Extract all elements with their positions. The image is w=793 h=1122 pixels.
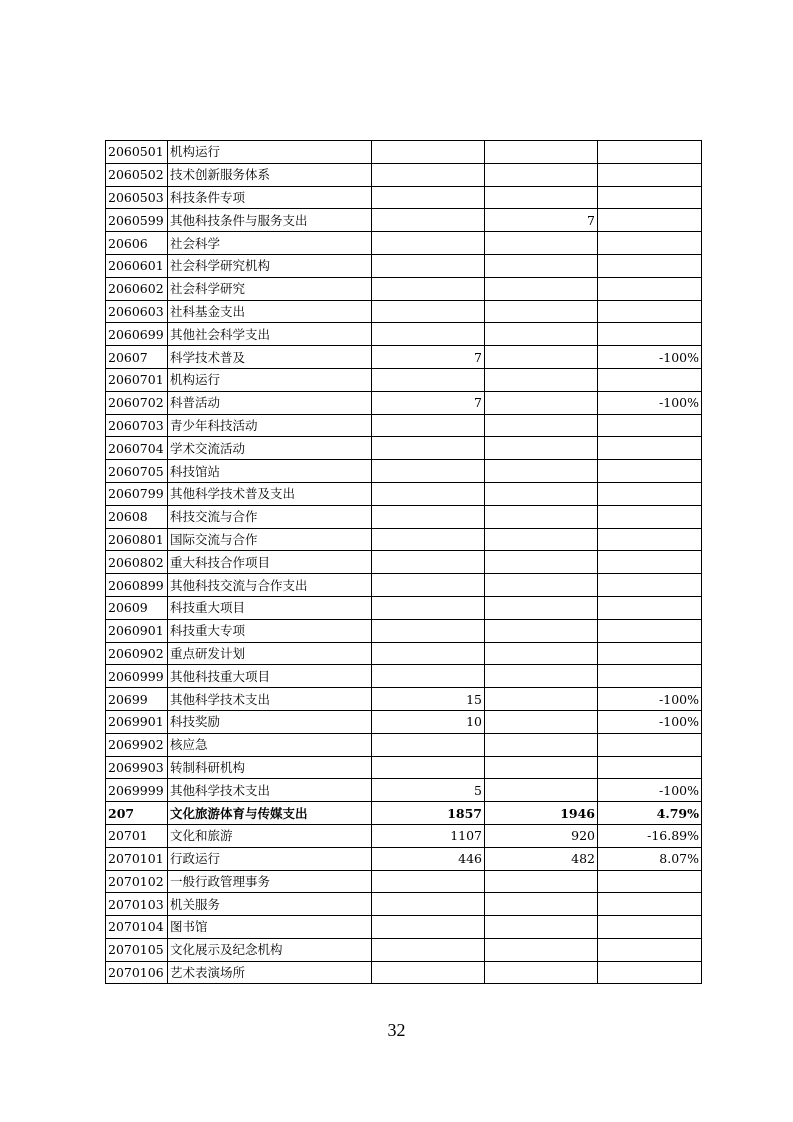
value-cell-3: 8.07% bbox=[598, 847, 702, 870]
value-cell-2 bbox=[485, 368, 598, 391]
value-cell-2 bbox=[485, 482, 598, 505]
table-row bbox=[106, 254, 702, 277]
value-cell-1 bbox=[372, 232, 485, 255]
value-cell-2 bbox=[485, 710, 598, 733]
value-cell-2 bbox=[485, 528, 598, 551]
value-cell-2 bbox=[485, 733, 598, 756]
value-cell-3: -100% bbox=[598, 688, 702, 711]
code-cell: 2070106 bbox=[106, 961, 168, 984]
code-cell: 2060899 bbox=[106, 574, 168, 597]
code-cell: 2069902 bbox=[106, 733, 168, 756]
table-row bbox=[106, 619, 702, 642]
code-cell: 2070104 bbox=[106, 916, 168, 939]
value-cell-3 bbox=[598, 414, 702, 437]
value-cell-3 bbox=[598, 368, 702, 391]
value-cell-1 bbox=[372, 141, 485, 164]
table-row bbox=[106, 916, 702, 939]
value-cell-3 bbox=[598, 961, 702, 984]
name-cell: 一般行政管理事务 bbox=[168, 870, 372, 893]
value-cell-1 bbox=[372, 961, 485, 984]
value-cell-3 bbox=[598, 505, 702, 528]
value-cell-1 bbox=[372, 209, 485, 232]
code-cell: 2070101 bbox=[106, 847, 168, 870]
value-cell-3 bbox=[598, 186, 702, 209]
name-cell: 科技馆站 bbox=[168, 460, 372, 483]
name-cell: 社会科学研究 bbox=[168, 277, 372, 300]
value-cell-1 bbox=[372, 893, 485, 916]
value-cell-2 bbox=[485, 916, 598, 939]
table-row bbox=[106, 141, 702, 164]
value-cell-2 bbox=[485, 414, 598, 437]
table-row bbox=[106, 893, 702, 916]
code-cell: 20699 bbox=[106, 688, 168, 711]
value-cell-2 bbox=[485, 756, 598, 779]
value-cell-3 bbox=[598, 232, 702, 255]
name-cell: 其他科学技术普及支出 bbox=[168, 482, 372, 505]
name-cell: 转制科研机构 bbox=[168, 756, 372, 779]
value-cell-1 bbox=[372, 665, 485, 688]
value-cell-3 bbox=[598, 574, 702, 597]
table-row bbox=[106, 551, 702, 574]
table-row bbox=[106, 528, 702, 551]
code-cell: 2060503 bbox=[106, 186, 168, 209]
value-cell-2 bbox=[485, 141, 598, 164]
name-cell: 行政运行 bbox=[168, 847, 372, 870]
value-cell-2: 920 bbox=[485, 824, 598, 847]
value-cell-1 bbox=[372, 756, 485, 779]
code-cell: 2060999 bbox=[106, 665, 168, 688]
code-cell: 2060601 bbox=[106, 254, 168, 277]
code-cell: 2060703 bbox=[106, 414, 168, 437]
value-cell-3: -100% bbox=[598, 710, 702, 733]
value-cell-1 bbox=[372, 323, 485, 346]
table-row bbox=[106, 460, 702, 483]
code-cell: 2070102 bbox=[106, 870, 168, 893]
value-cell-2: 1946 bbox=[485, 802, 598, 825]
name-cell: 其他社会科学支出 bbox=[168, 323, 372, 346]
value-cell-1 bbox=[372, 460, 485, 483]
table-row bbox=[106, 277, 702, 300]
table-row bbox=[106, 163, 702, 186]
table-row bbox=[106, 346, 702, 369]
value-cell-3: -100% bbox=[598, 779, 702, 802]
value-cell-2 bbox=[485, 277, 598, 300]
code-cell: 207 bbox=[106, 802, 168, 825]
value-cell-3 bbox=[598, 277, 702, 300]
table-row bbox=[106, 756, 702, 779]
name-cell: 图书馆 bbox=[168, 916, 372, 939]
table-row bbox=[106, 300, 702, 323]
value-cell-1 bbox=[372, 482, 485, 505]
value-cell-3 bbox=[598, 300, 702, 323]
value-cell-1 bbox=[372, 916, 485, 939]
code-cell: 2070103 bbox=[106, 893, 168, 916]
value-cell-1: 7 bbox=[372, 346, 485, 369]
value-cell-2: 482 bbox=[485, 847, 598, 870]
page-number: 32 bbox=[387, 1020, 406, 1040]
table-row bbox=[106, 482, 702, 505]
value-cell-2 bbox=[485, 893, 598, 916]
table-row bbox=[106, 437, 702, 460]
name-cell: 艺术表演场所 bbox=[168, 961, 372, 984]
value-cell-2 bbox=[485, 391, 598, 414]
value-cell-3 bbox=[598, 733, 702, 756]
value-cell-3 bbox=[598, 551, 702, 574]
value-cell-1 bbox=[372, 574, 485, 597]
value-cell-3 bbox=[598, 916, 702, 939]
code-cell: 2060704 bbox=[106, 437, 168, 460]
code-cell: 2060702 bbox=[106, 391, 168, 414]
value-cell-1: 446 bbox=[372, 847, 485, 870]
code-cell: 2060801 bbox=[106, 528, 168, 551]
value-cell-2 bbox=[485, 232, 598, 255]
table-row bbox=[106, 961, 702, 984]
table-row bbox=[106, 642, 702, 665]
value-cell-1: 1107 bbox=[372, 824, 485, 847]
value-cell-2 bbox=[485, 163, 598, 186]
code-cell: 2060699 bbox=[106, 323, 168, 346]
value-cell-1 bbox=[372, 870, 485, 893]
code-cell: 2060902 bbox=[106, 642, 168, 665]
value-cell-3 bbox=[598, 528, 702, 551]
value-cell-1 bbox=[372, 551, 485, 574]
value-cell-2 bbox=[485, 186, 598, 209]
value-cell-3 bbox=[598, 163, 702, 186]
value-cell-3 bbox=[598, 642, 702, 665]
name-cell: 其他科技交流与合作支出 bbox=[168, 574, 372, 597]
code-cell: 2069903 bbox=[106, 756, 168, 779]
code-cell: 2060705 bbox=[106, 460, 168, 483]
name-cell: 科技条件专项 bbox=[168, 186, 372, 209]
value-cell-1: 1857 bbox=[372, 802, 485, 825]
name-cell: 机构运行 bbox=[168, 368, 372, 391]
value-cell-1 bbox=[372, 300, 485, 323]
value-cell-3: -100% bbox=[598, 346, 702, 369]
value-cell-3 bbox=[598, 870, 702, 893]
code-cell: 2060502 bbox=[106, 163, 168, 186]
value-cell-2 bbox=[485, 437, 598, 460]
table-row bbox=[106, 323, 702, 346]
table-row bbox=[106, 232, 702, 255]
table-row bbox=[106, 779, 702, 802]
budget-table-body bbox=[106, 141, 702, 984]
name-cell: 国际交流与合作 bbox=[168, 528, 372, 551]
name-cell: 核应急 bbox=[168, 733, 372, 756]
value-cell-2 bbox=[485, 551, 598, 574]
value-cell-1 bbox=[372, 414, 485, 437]
code-cell: 2060599 bbox=[106, 209, 168, 232]
table-row bbox=[106, 596, 702, 619]
value-cell-2 bbox=[485, 688, 598, 711]
value-cell-3 bbox=[598, 756, 702, 779]
value-cell-1 bbox=[372, 368, 485, 391]
value-cell-1: 5 bbox=[372, 779, 485, 802]
name-cell: 青少年科技活动 bbox=[168, 414, 372, 437]
code-cell: 20608 bbox=[106, 505, 168, 528]
code-cell: 2069999 bbox=[106, 779, 168, 802]
value-cell-2 bbox=[485, 961, 598, 984]
name-cell: 其他科技重大项目 bbox=[168, 665, 372, 688]
value-cell-2 bbox=[485, 254, 598, 277]
code-cell: 2060799 bbox=[106, 482, 168, 505]
value-cell-3 bbox=[598, 665, 702, 688]
value-cell-3 bbox=[598, 254, 702, 277]
value-cell-1 bbox=[372, 642, 485, 665]
value-cell-3 bbox=[598, 209, 702, 232]
budget-table bbox=[105, 140, 702, 984]
value-cell-3 bbox=[598, 619, 702, 642]
value-cell-1 bbox=[372, 733, 485, 756]
name-cell: 科技重大专项 bbox=[168, 619, 372, 642]
value-cell-1 bbox=[372, 505, 485, 528]
name-cell: 其他科学技术支出 bbox=[168, 688, 372, 711]
value-cell-3: -16.89% bbox=[598, 824, 702, 847]
name-cell: 文化和旅游 bbox=[168, 824, 372, 847]
name-cell: 文化旅游体育与传媒支出 bbox=[168, 802, 372, 825]
name-cell: 重大科技合作项目 bbox=[168, 551, 372, 574]
value-cell-1 bbox=[372, 938, 485, 961]
name-cell: 其他科学技术支出 bbox=[168, 779, 372, 802]
value-cell-1 bbox=[372, 186, 485, 209]
name-cell: 技术创新服务体系 bbox=[168, 163, 372, 186]
code-cell: 2060501 bbox=[106, 141, 168, 164]
value-cell-2 bbox=[485, 596, 598, 619]
table-row bbox=[106, 209, 702, 232]
value-cell-2 bbox=[485, 574, 598, 597]
value-cell-2 bbox=[485, 938, 598, 961]
code-cell: 2070105 bbox=[106, 938, 168, 961]
value-cell-2 bbox=[485, 323, 598, 346]
value-cell-2 bbox=[485, 642, 598, 665]
code-cell: 20609 bbox=[106, 596, 168, 619]
value-cell-2 bbox=[485, 619, 598, 642]
value-cell-1: 7 bbox=[372, 391, 485, 414]
table-row bbox=[106, 186, 702, 209]
table-row bbox=[106, 574, 702, 597]
name-cell: 科技奖励 bbox=[168, 710, 372, 733]
name-cell: 重点研发计划 bbox=[168, 642, 372, 665]
value-cell-3: -100% bbox=[598, 391, 702, 414]
value-cell-3 bbox=[598, 141, 702, 164]
code-cell: 20607 bbox=[106, 346, 168, 369]
value-cell-3 bbox=[598, 596, 702, 619]
table-row bbox=[106, 414, 702, 437]
name-cell: 学术交流活动 bbox=[168, 437, 372, 460]
name-cell: 科技重大项目 bbox=[168, 596, 372, 619]
name-cell: 社科基金支出 bbox=[168, 300, 372, 323]
code-cell: 2060602 bbox=[106, 277, 168, 300]
value-cell-1 bbox=[372, 254, 485, 277]
table-row bbox=[106, 368, 702, 391]
code-cell: 2060701 bbox=[106, 368, 168, 391]
code-cell: 20701 bbox=[106, 824, 168, 847]
table-row bbox=[106, 505, 702, 528]
value-cell-2 bbox=[485, 460, 598, 483]
table-row bbox=[106, 847, 702, 870]
value-cell-1 bbox=[372, 528, 485, 551]
value-cell-2 bbox=[485, 779, 598, 802]
table-row bbox=[106, 391, 702, 414]
table-row bbox=[106, 710, 702, 733]
value-cell-1 bbox=[372, 437, 485, 460]
value-cell-3 bbox=[598, 323, 702, 346]
value-cell-1: 10 bbox=[372, 710, 485, 733]
name-cell: 科普活动 bbox=[168, 391, 372, 414]
code-cell: 20606 bbox=[106, 232, 168, 255]
value-cell-1 bbox=[372, 163, 485, 186]
name-cell: 社会科学研究机构 bbox=[168, 254, 372, 277]
value-cell-3 bbox=[598, 938, 702, 961]
name-cell: 科学技术普及 bbox=[168, 346, 372, 369]
name-cell: 其他科技条件与服务支出 bbox=[168, 209, 372, 232]
value-cell-2 bbox=[485, 870, 598, 893]
table-row bbox=[106, 802, 702, 825]
name-cell: 机构运行 bbox=[168, 141, 372, 164]
code-cell: 2060603 bbox=[106, 300, 168, 323]
value-cell-3 bbox=[598, 460, 702, 483]
code-cell: 2069901 bbox=[106, 710, 168, 733]
table-row bbox=[106, 870, 702, 893]
name-cell: 文化展示及纪念机构 bbox=[168, 938, 372, 961]
value-cell-3 bbox=[598, 437, 702, 460]
table-row bbox=[106, 733, 702, 756]
name-cell: 社会科学 bbox=[168, 232, 372, 255]
value-cell-3 bbox=[598, 482, 702, 505]
value-cell-2 bbox=[485, 505, 598, 528]
value-cell-2 bbox=[485, 300, 598, 323]
table-row bbox=[106, 688, 702, 711]
table-row bbox=[106, 665, 702, 688]
value-cell-3 bbox=[598, 893, 702, 916]
table-row bbox=[106, 824, 702, 847]
code-cell: 2060802 bbox=[106, 551, 168, 574]
value-cell-1: 15 bbox=[372, 688, 485, 711]
value-cell-2 bbox=[485, 665, 598, 688]
value-cell-3: 4.79% bbox=[598, 802, 702, 825]
code-cell: 2060901 bbox=[106, 619, 168, 642]
name-cell: 科技交流与合作 bbox=[168, 505, 372, 528]
value-cell-2 bbox=[485, 346, 598, 369]
name-cell: 机关服务 bbox=[168, 893, 372, 916]
table-row bbox=[106, 938, 702, 961]
value-cell-2: 7 bbox=[485, 209, 598, 232]
value-cell-1 bbox=[372, 277, 485, 300]
value-cell-1 bbox=[372, 619, 485, 642]
value-cell-1 bbox=[372, 596, 485, 619]
